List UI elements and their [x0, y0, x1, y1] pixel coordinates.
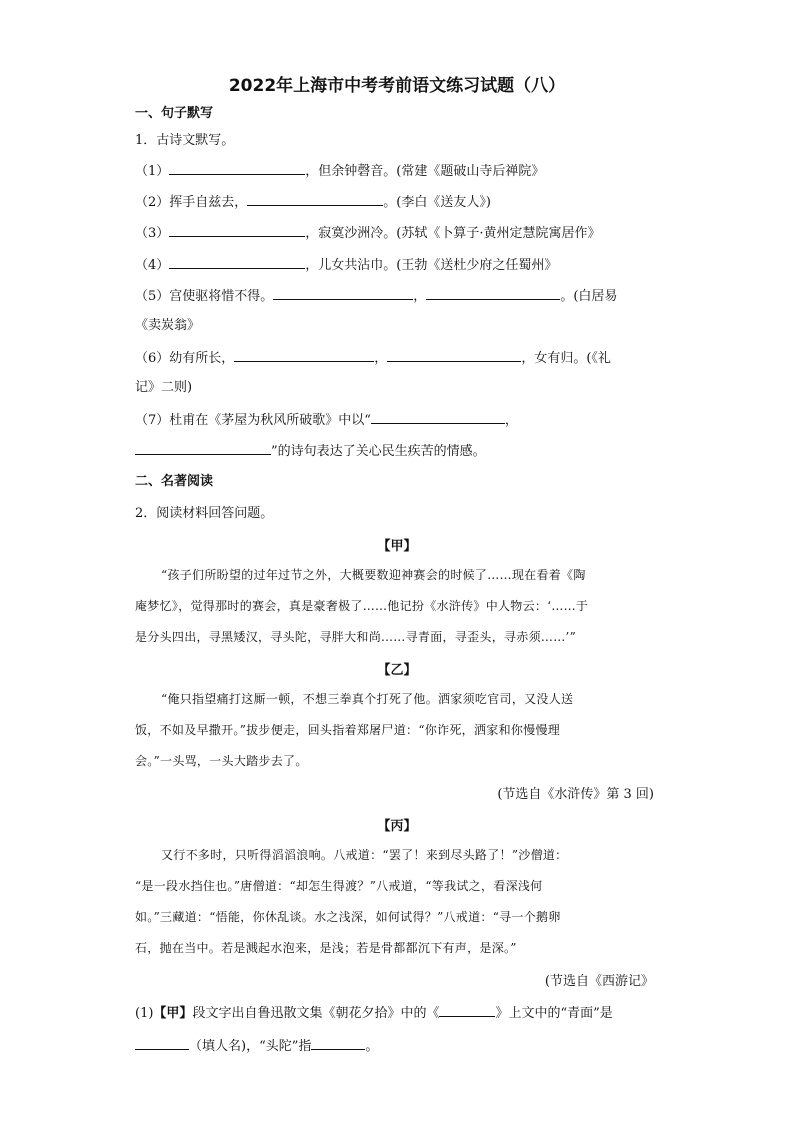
passage-line: 石，抛在当中。若是溅起水泡来，是浅；若是骨都都沉下有声，是深。”: [135, 941, 517, 955]
answer-blank[interactable]: [247, 191, 383, 206]
answer-blank[interactable]: [169, 254, 305, 269]
item-text: ，寂寞沙洲冷。(苏轼《卜算子·黄州定慧院寓居作》: [305, 226, 601, 241]
q1-item-3: [135, 222, 601, 244]
passage-label-bing: 【丙】: [377, 819, 417, 834]
q1-item-5: [135, 285, 617, 307]
passage-line: “是一段水挡住也。”唐僧道：“却怎生得渡？”八戒道，“等我试之，看深浅何: [135, 879, 543, 893]
item-text: （7）杜甫在《茅屋为秋风所破歌》中以“: [135, 413, 371, 428]
answer-blank[interactable]: [135, 1035, 189, 1050]
question-2-sub-1: [135, 1002, 613, 1024]
passage-yi: [135, 684, 655, 777]
passage-ref: 【甲】: [153, 1006, 193, 1021]
answer-blank[interactable]: [387, 347, 521, 362]
passage-line: 庵梦忆》，觉得那时的赛会，真是豪奢极了……他记扮《水浒传》中人物云：‘……于: [135, 599, 589, 613]
item-text: 》上文中的“青面”是: [495, 1006, 613, 1021]
q1-item-2: [135, 191, 491, 213]
item-number: （1）: [135, 164, 170, 179]
passage-source-bing: (节选自《西游记》: [544, 974, 654, 989]
passage-line: 会。”一头骂，一头大踏步去了。: [135, 754, 308, 768]
item-number: （5）: [135, 289, 170, 304]
item-text: （填人名)，“头陀”指: [189, 1039, 312, 1054]
answer-blank[interactable]: [273, 285, 413, 300]
answer-blank[interactable]: [169, 222, 305, 237]
item-text: ，女有归。(《礼: [521, 351, 611, 366]
item-text: ”的诗句表达了关心民生疾苦的情感。: [271, 444, 486, 459]
answer-blank[interactable]: [169, 160, 305, 175]
q1-item-6: [135, 347, 611, 369]
q1-item-6-continued: 记》二则): [135, 380, 193, 395]
answer-blank[interactable]: [135, 440, 271, 455]
item-text: 幼有所长，: [169, 351, 235, 366]
item-text: ，: [504, 413, 518, 428]
answer-blank[interactable]: [234, 347, 374, 362]
passage-line: 是分头四出，寻黑矮汉，寻头陀，寻胖大和尚……寻青面，寻歪头，寻赤须……’”: [135, 630, 577, 644]
item-text: ，但余钟磬音。(常建《题破山寺后禅院》: [305, 164, 545, 179]
q1-item-7: [135, 409, 518, 431]
q1-item-7-continued: [135, 440, 486, 462]
passage-line: “俺只指望痛打这厮一顿，不想三拳真个打死了他。洒家须吃官司，又没人送: [161, 692, 574, 706]
question-2-intro: 2．阅读材料回答问题。: [135, 506, 274, 521]
q1-item-5-continued: 《卖炭翁》: [135, 318, 201, 333]
passage-label-yi: 【乙】: [377, 663, 417, 678]
question-1-intro: 1．古诗文默写。: [135, 133, 235, 148]
item-number: （2）: [135, 195, 170, 210]
passage-bing: [135, 840, 655, 964]
item-text: 。: [365, 1039, 379, 1054]
passage-label-jia: 【甲】: [377, 539, 417, 554]
sub-question-number: (1): [135, 1006, 154, 1021]
item-text: 挥手自兹去，: [169, 195, 248, 210]
answer-blank[interactable]: [311, 1035, 365, 1050]
item-text: 宫使驱将惜不得。: [169, 289, 274, 304]
item-text: ，: [374, 351, 388, 366]
item-text: 。(白居易: [560, 289, 618, 304]
passage-source-yi: (节选自《水浒传》第 3 回): [497, 787, 654, 802]
item-number: （6）: [135, 351, 170, 366]
item-number: （4）: [135, 258, 170, 273]
item-text: ，: [413, 289, 427, 304]
item-text: 。(李白《送友人》): [383, 195, 491, 210]
answer-blank[interactable]: [439, 1002, 495, 1017]
passage-line: 又行不多时，只听得滔滔浪响。八戒道：“罢了！来到尽头路了！”沙僧道：: [161, 848, 568, 862]
item-text: 段文字出自鲁迅散文集《朝花夕拾》中的《: [192, 1006, 440, 1021]
question-2-sub-1-continued: [135, 1035, 378, 1057]
q1-item-1: [135, 160, 544, 182]
answer-blank[interactable]: [371, 409, 505, 424]
passage-line: 饭，不如及早撒开。”拔步便走，回头指着郑屠尸道：“你诈死，洒家和你慢慢理: [135, 723, 561, 737]
answer-blank[interactable]: [426, 285, 560, 300]
passage-line: 如。”三藏道：“悟能，你休乱谈。水之浅深，如何试得？”八戒道：“寻一个鹅卵: [135, 910, 561, 924]
q1-item-4: [135, 254, 557, 276]
passage-line: “孩子们所盼望的过年过节之外，大概要数迎神赛会的时候了……现在看着《陶: [161, 568, 586, 582]
page-title: 2022年上海市中考考前语文练习试题（八）: [228, 76, 566, 96]
section-heading-1: 一、句子默写: [135, 106, 214, 121]
item-number: （3）: [135, 226, 170, 241]
item-text: ，儿女共沾巾。(王勃《送杜少府之任蜀州》: [305, 258, 558, 273]
section-heading-2: 二、名著阅读: [135, 474, 214, 489]
passage-jia: [135, 560, 655, 653]
